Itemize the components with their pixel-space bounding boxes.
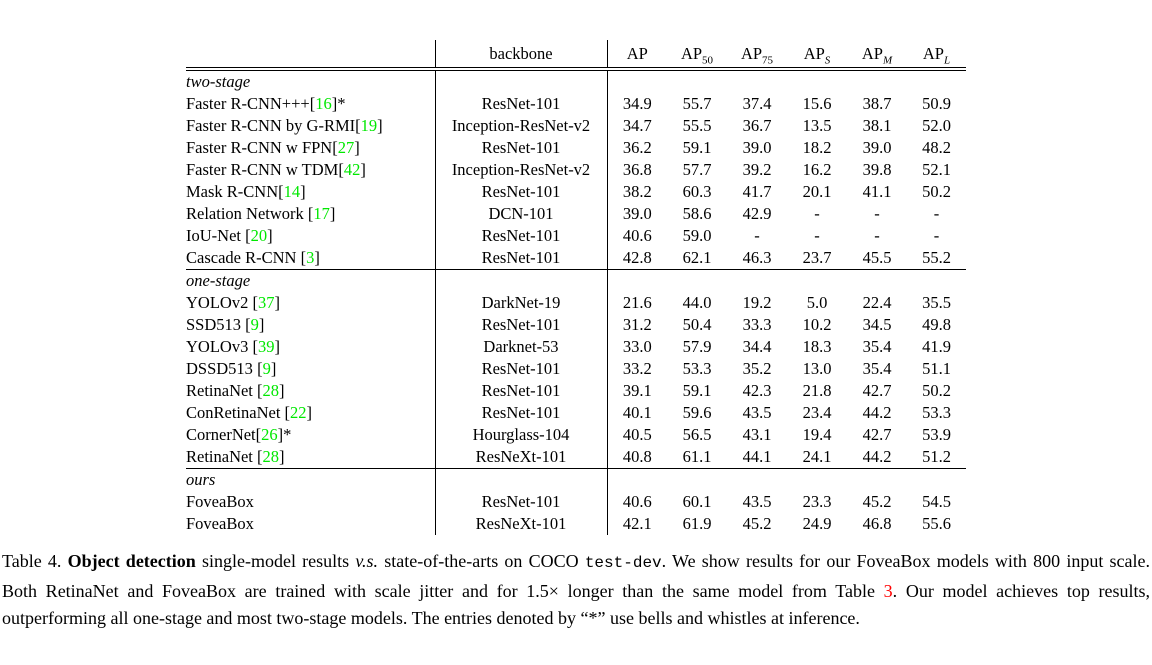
metric-cell: 16.2 [802, 160, 832, 179]
method-name: Faster R-CNN w TDM [186, 160, 339, 179]
metric-cell: 59.6 [682, 403, 712, 422]
metric-cell: 34.5 [862, 315, 892, 334]
metric-cell: 41.7 [742, 182, 772, 201]
metric-cell: 40.6 [607, 491, 667, 513]
section-metrics-spacer [607, 270, 966, 293]
metric-cell: 52.1 [922, 160, 951, 179]
caption-segment: . We show results for our FoveaBox models with 800 input scale. Both RetinaNet and FoveaBox are trained with scale jitter and for 1.5× longer than the same model from Table [2, 551, 1151, 601]
metric-cell: 56.5 [682, 425, 712, 444]
backbone-cell: ResNeXt-101 [435, 446, 607, 469]
citation-bracket: ] [258, 315, 265, 334]
method-name: YOLOv2 [186, 293, 253, 312]
metric-base: AP [803, 43, 825, 63]
method-cell [186, 491, 435, 513]
citation-bracket: ] [314, 248, 320, 267]
metric-cell: 38.2 [607, 181, 667, 203]
caption-segment: Table 4. [2, 551, 68, 571]
metric-cell: 24.1 [802, 447, 832, 466]
metric-subscript: 50 [702, 53, 714, 66]
metric-cell: 24.9 [802, 514, 832, 533]
metric-cell: 48.2 [922, 138, 951, 157]
section-row [186, 469, 966, 492]
table-row [186, 159, 966, 181]
metric-cell: 23.7 [802, 248, 832, 267]
method-name: Faster R-CNN w FPN [186, 138, 333, 157]
table-row [186, 292, 966, 314]
metric-cell: 53.3 [682, 359, 712, 378]
caption-segment: test-dev [584, 554, 662, 572]
table-row [186, 491, 966, 513]
backbone-cell: Hourglass-104 [435, 424, 607, 446]
metric-cell: 61.9 [682, 514, 712, 533]
metric-cell: 59.0 [682, 226, 712, 245]
metric-cell: 41.9 [922, 337, 951, 356]
table-row [186, 181, 966, 203]
section-metrics-spacer [607, 69, 966, 93]
metric-cell: 44.1 [742, 447, 772, 466]
backbone-cell: ResNet-101 [435, 380, 607, 402]
metric-cell: 21.8 [802, 381, 832, 400]
metric-cell: 43.1 [742, 425, 772, 444]
metric-cell: 41.1 [862, 182, 892, 201]
method-cell [186, 446, 435, 469]
citation-bracket: ] [274, 293, 280, 312]
metric-base: AP [740, 43, 763, 63]
metric-cell: 51.1 [922, 359, 951, 378]
col-header-metric [607, 40, 667, 69]
metric-cell: 39.8 [862, 160, 892, 179]
citation-bracket: ] [306, 403, 313, 422]
method-name: Faster R-CNN+++ [186, 94, 310, 113]
method-name: Cascade R-CNN [186, 248, 301, 267]
metric-cell: 46.3 [742, 248, 772, 267]
citation-bracket: [ [245, 226, 251, 245]
section-backbone-spacer [435, 69, 607, 93]
metric-cell: 57.9 [682, 337, 712, 356]
metric-cell: 36.7 [742, 116, 772, 135]
citation-bracket: ] [274, 337, 280, 356]
section-row [186, 69, 966, 93]
citation-link[interactable]: 42 [343, 160, 361, 179]
method-cell [186, 225, 435, 247]
metric-cell: 50.4 [682, 315, 712, 334]
metric-cell: 62.1 [682, 248, 712, 267]
metric-cell: 40.5 [607, 424, 667, 446]
method-name: Faster R-CNN by G-RMI [186, 116, 356, 135]
metric-cell: 46.8 [862, 514, 892, 533]
citation-link[interactable]: 28 [262, 381, 280, 400]
metric-cell: 60.1 [682, 492, 712, 511]
metric-cell: 31.2 [607, 314, 667, 336]
citation-link[interactable]: 9 [250, 315, 259, 334]
metric-cell: 53.9 [922, 425, 951, 444]
method-name: Relation Network [186, 204, 308, 223]
table-caption [2, 548, 1150, 633]
citation-bracket: ] [300, 182, 306, 201]
metric-cell: 35.5 [922, 293, 951, 312]
method-cell [186, 336, 435, 358]
metric-cell: 39.0 [742, 138, 772, 157]
caption-segment: v.s. [355, 551, 379, 571]
metric-cell: - [814, 226, 820, 245]
metric-cell: 60.3 [682, 182, 712, 201]
metric-cell: 35.4 [862, 337, 892, 356]
metric-subscript: L [943, 53, 951, 66]
method-cell [186, 137, 435, 159]
citation-bracket: ] [270, 359, 277, 378]
metric-cell: 37.4 [742, 94, 772, 113]
citation-bracket: ] [354, 138, 360, 157]
table-row [186, 358, 966, 380]
metric-cell: 36.8 [607, 159, 667, 181]
metric-cell: 50.2 [922, 182, 951, 201]
metric-cell: 49.8 [922, 315, 951, 334]
metric-cell: 38.1 [862, 116, 892, 135]
metric-subscript: M [882, 53, 893, 66]
metric-base: AP [680, 43, 703, 63]
backbone-cell: ResNet-101 [435, 491, 607, 513]
caption-segment: Object detection [67, 551, 196, 571]
citation-bracket: [ [307, 204, 314, 223]
metric-cell: 61.1 [682, 447, 712, 466]
table-row [186, 247, 966, 270]
metric-cell: 45.2 [742, 514, 772, 533]
metric-cell: 21.6 [607, 292, 667, 314]
backbone-cell: DarkNet-19 [435, 292, 607, 314]
metric-cell: - [874, 226, 880, 245]
metric-cell: 59.1 [682, 138, 712, 157]
metric-cell: 42.9 [742, 204, 772, 223]
col-header-metric [787, 40, 847, 69]
citation-bracket: [ [332, 138, 338, 157]
table-row [186, 115, 966, 137]
table-row [186, 446, 966, 469]
metric-cell: 40.1 [607, 402, 667, 424]
metric-cell: 45.5 [862, 248, 892, 267]
metric-cell: 40.8 [607, 446, 667, 469]
metric-cell: 33.3 [742, 315, 772, 334]
method-suffix: * [283, 425, 292, 444]
citation-bracket: [ [245, 315, 251, 334]
metric-cell: 33.2 [607, 358, 667, 380]
section-backbone-spacer [435, 469, 607, 492]
metric-cell: 39.0 [862, 138, 892, 157]
method-cell [186, 380, 435, 402]
metric-cell: - [814, 204, 820, 223]
table-row [186, 137, 966, 159]
col-header-metric [667, 40, 727, 69]
backbone-cell: Inception-ResNet-v2 [435, 115, 607, 137]
section-label: one-stage [186, 270, 435, 293]
citation-bracket: [ [278, 182, 284, 201]
method-cell [186, 203, 435, 225]
table-row [186, 225, 966, 247]
metric-subscript: 75 [762, 53, 774, 66]
section-metrics-spacer [607, 469, 966, 492]
citation-link[interactable]: 22 [290, 403, 307, 422]
metric-cell: 55.6 [922, 514, 951, 533]
metric-cell: 10.2 [802, 315, 832, 334]
metric-cell: 39.2 [742, 160, 772, 179]
metric-cell: 22.4 [862, 293, 892, 312]
col-header-backbone: backbone [435, 40, 607, 69]
metric-base: AP [861, 43, 883, 63]
citation-link[interactable]: 16 [315, 94, 332, 113]
table-container [186, 40, 966, 535]
citation-bracket: [ [257, 359, 263, 378]
citation-bracket: ] [377, 116, 383, 135]
citation-bracket: [ [257, 381, 263, 400]
backbone-cell: ResNet-101 [435, 137, 607, 159]
metric-cell: 42.1 [607, 513, 667, 535]
table-row [186, 336, 966, 358]
citation-bracket: [ [300, 248, 307, 267]
citation-bracket: [ [252, 337, 258, 356]
metric-cell: 23.4 [802, 403, 832, 422]
table-row [186, 402, 966, 424]
table-row [186, 93, 966, 115]
citation-link[interactable]: 9 [262, 359, 271, 378]
citation-bracket: ] [360, 160, 366, 179]
citation-link[interactable]: 39 [257, 337, 275, 356]
backbone-cell: Darknet-53 [435, 336, 607, 358]
metric-cell: 38.7 [862, 94, 892, 113]
citation-link[interactable]: 27 [337, 138, 355, 157]
method-name: ConRetinaNet [186, 403, 285, 422]
metric-cell: 58.6 [682, 204, 712, 223]
metric-base: AP [626, 43, 648, 63]
method-name: Mask R-CNN [186, 182, 279, 201]
backbone-cell: ResNet-101 [435, 93, 607, 115]
metric-cell: 57.7 [682, 160, 712, 179]
col-header-metric [847, 40, 907, 69]
metric-cell: 51.2 [922, 447, 951, 466]
metric-cell: 42.3 [742, 381, 772, 400]
method-cell [186, 358, 435, 380]
metric-cell: 35.4 [862, 359, 892, 378]
metric-cell: 55.7 [682, 94, 712, 113]
metric-cell: 50.9 [922, 94, 951, 113]
table-row [186, 513, 966, 535]
method-name: RetinaNet [186, 381, 258, 400]
citation-bracket: [ [309, 94, 316, 113]
metric-cell: 42.7 [862, 425, 892, 444]
metric-cell: 18.2 [802, 138, 832, 157]
caption-segment: single-model results [195, 551, 356, 571]
citation-bracket: ] [267, 226, 273, 245]
metric-cell: 44.2 [862, 447, 892, 466]
citation-link[interactable]: 26 [261, 425, 278, 444]
citation-bracket: [ [255, 425, 262, 444]
metric-cell: - [933, 204, 940, 223]
backbone-cell: Inception-ResNet-v2 [435, 159, 607, 181]
citation-bracket: ] [329, 204, 336, 223]
metric-cell: 34.7 [607, 115, 667, 137]
results-table [186, 40, 966, 535]
metric-cell: 34.4 [742, 337, 772, 356]
metric-cell: 13.5 [802, 116, 832, 135]
method-name: YOLOv3 [186, 337, 253, 356]
metric-cell: 39.0 [607, 203, 667, 225]
metric-cell: 59.1 [682, 381, 712, 400]
citation-bracket: ] [331, 94, 338, 113]
metric-cell: 54.5 [922, 492, 951, 511]
table-reference-link[interactable]: 3 [883, 580, 893, 601]
metric-cell: 13.0 [802, 359, 832, 378]
metric-cell: 42.7 [862, 381, 892, 400]
citation-bracket: [ [284, 403, 291, 422]
citation-bracket: [ [257, 447, 263, 466]
method-cell [186, 424, 435, 446]
backbone-cell: ResNeXt-101 [435, 513, 607, 535]
citation-bracket: [ [252, 293, 258, 312]
metric-cell: 19.2 [742, 293, 772, 312]
caption-segment: state-of-the-arts on COCO [378, 551, 585, 571]
backbone-cell: ResNet-101 [435, 358, 607, 380]
metric-cell: 23.3 [802, 492, 832, 511]
metric-cell: 18.3 [802, 337, 832, 356]
method-cell [186, 402, 435, 424]
citation-bracket: ] [277, 425, 284, 444]
metric-cell: 53.3 [922, 403, 951, 422]
metric-cell: 44.2 [862, 403, 892, 422]
backbone-cell: DCN-101 [435, 203, 607, 225]
metric-cell: 45.2 [862, 492, 892, 511]
table-row [186, 314, 966, 336]
method-cell [186, 115, 435, 137]
metric-cell: 33.0 [607, 336, 667, 358]
section-backbone-spacer [435, 270, 607, 293]
method-name: RetinaNet [186, 447, 258, 466]
metric-cell: 42.8 [607, 247, 667, 270]
metric-cell: 19.4 [802, 425, 832, 444]
method-cell [186, 93, 435, 115]
table-row [186, 380, 966, 402]
method-name: DSSD513 [186, 359, 258, 378]
table-row [186, 203, 966, 225]
citation-link[interactable]: 14 [283, 182, 301, 201]
table-row [186, 424, 966, 446]
caption-segment: . Our model achieves top results, outperforming all one-stage and most two-stage models. The entries denoted by “*” use bells and whistles at inference. [2, 580, 1150, 629]
citation-bracket: [ [338, 160, 344, 179]
metric-cell: 43.5 [742, 403, 772, 422]
col-header-metric [907, 40, 966, 69]
backbone-cell: ResNet-101 [435, 247, 607, 270]
method-cell [186, 513, 435, 535]
col-header-metric [727, 40, 787, 69]
method-name: SSD513 [186, 315, 246, 334]
metric-cell: 36.2 [607, 137, 667, 159]
metric-cell: - [754, 226, 760, 245]
section-label: ours [186, 469, 435, 492]
table-header-row [186, 40, 966, 69]
citation-link[interactable]: 20 [250, 226, 268, 245]
section-row [186, 270, 966, 293]
backbone-cell: ResNet-101 [435, 181, 607, 203]
metric-cell: 35.2 [742, 359, 772, 378]
metric-cell: 55.5 [682, 116, 712, 135]
method-name: FoveaBox [186, 514, 254, 533]
method-cell [186, 314, 435, 336]
metric-subscript: S [824, 53, 831, 66]
method-cell [186, 247, 435, 270]
metric-cell: 40.6 [607, 225, 667, 247]
metric-cell: 5.0 [806, 293, 828, 312]
method-cell [186, 159, 435, 181]
citation-link[interactable]: 19 [360, 116, 378, 135]
citation-link[interactable]: 3 [306, 248, 315, 267]
metric-cell: - [933, 226, 940, 245]
backbone-cell: ResNet-101 [435, 225, 607, 247]
metric-cell: 50.2 [922, 381, 951, 400]
method-cell [186, 292, 435, 314]
backbone-cell: ResNet-101 [435, 402, 607, 424]
metric-cell: 52.0 [922, 116, 951, 135]
method-cell [186, 181, 435, 203]
citation-link[interactable]: 28 [262, 447, 280, 466]
metric-cell: 39.1 [607, 380, 667, 402]
method-suffix: * [337, 94, 346, 113]
method-name: FoveaBox [186, 492, 254, 511]
col-header-method [186, 40, 435, 69]
metric-cell: - [874, 204, 880, 223]
metric-base: AP [922, 43, 944, 63]
metric-cell: 34.9 [607, 93, 667, 115]
metric-cell: 43.5 [742, 492, 772, 511]
citation-bracket: ] [279, 381, 285, 400]
citation-link[interactable]: 37 [257, 293, 275, 312]
metric-cell: 44.0 [682, 293, 712, 312]
metric-cell: 20.1 [802, 182, 832, 201]
section-label: two-stage [186, 72, 251, 91]
method-name: CornerNet [186, 425, 256, 444]
citation-bracket: [ [355, 116, 361, 135]
backbone-cell: ResNet-101 [435, 314, 607, 336]
citation-link[interactable]: 17 [313, 204, 330, 223]
metric-cell: 15.6 [802, 94, 832, 113]
metric-cell: 55.2 [922, 248, 951, 267]
citation-bracket: ] [279, 447, 285, 466]
method-name: IoU-Net [186, 226, 246, 245]
